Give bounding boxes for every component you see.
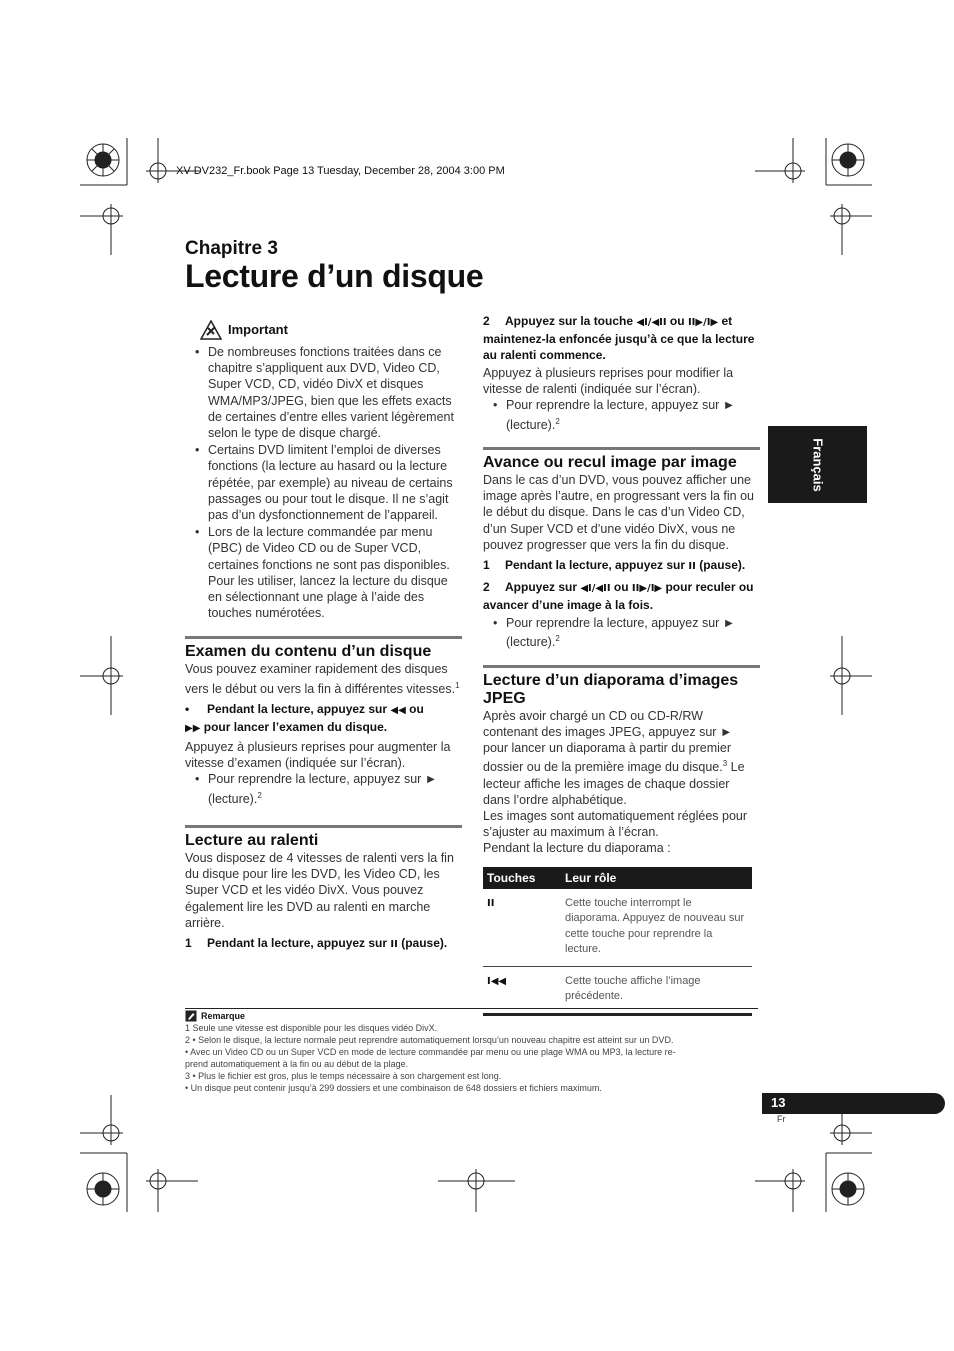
avance-step-1: 1 Pendant la lecture, appuyez sur II (pause). — [483, 557, 746, 572]
note-icon — [185, 1010, 197, 1022]
section-heading-examen: Examen du contenu d’un disque — [185, 636, 462, 661]
table-cell: Cette touche affiche l’image précédente. — [561, 966, 752, 1014]
section-heading-diaporama: Lecture d’un diaporama d’images JPEG — [483, 665, 760, 708]
rewind-icon: ◀◀ — [390, 705, 406, 717]
ralenti-step-1: 1 Pendant la lecture, appuyez sur II (pause). — [185, 936, 448, 950]
remark-line: 2 • Selon le disque, la lecture normale peut reprendre automatiquement lorsqu’un nouveau chapitre est atteint sur un DVD. — [185, 1035, 674, 1045]
examen-list — [185, 771, 462, 807]
chapter-label: Chapitre 3 — [185, 238, 278, 259]
list-item: • Pour reprendre la lecture, appuyez sur ► (lecture).$^2$ — [483, 397, 760, 433]
table-header: Touches — [483, 867, 561, 889]
page-number: 13 — [771, 1095, 786, 1110]
right-column — [483, 313, 760, 1016]
left-column — [185, 320, 462, 955]
list-item: • Certains DVD limitent l’emploi de diverses fonctions (la lecture au hasard ou la lecture répétée, par exemple) au niveau de certains passages ou pour tout le disque. Il ne s’agit pas d’un dysfonctionnement de l’appareil. — [185, 442, 462, 523]
pause-icon: II — [390, 939, 398, 950]
list-item: • Lors de la lecture commandée par menu (PBC) de Video CD ou de Super VCD, certaines fonctions ne sont pas disponibles. Pour les utiliser, lancez la lecture du disque en sélectionnant une plage à l’aide des touches numérotées. — [185, 524, 462, 621]
section-heading-ralenti: Lecture au ralenti — [185, 825, 462, 850]
step-forward-icon: II▶/I▶ — [687, 317, 719, 328]
examen-intro: Vous pouvez examiner rapidement des disques vers le début ou vers la fin à différentes vitesses.$^1$ — [185, 662, 460, 696]
table-header: Leur rôle — [561, 867, 752, 889]
pause-icon: II — [688, 560, 696, 572]
remark-line: prend automatiquement à la fin ou au début de la plage. — [185, 1059, 409, 1069]
table-header-row — [483, 867, 752, 889]
step-forward-icon: II▶/I▶ — [631, 582, 663, 594]
page-number-bar — [762, 1093, 945, 1114]
language-tab-label: Français — [810, 437, 825, 492]
avance-step-2: 2 Appuyez sur ◀I/◀II ou II▶/I▶ pour reculer ou avancer d’une image à la fois. — [483, 579, 754, 612]
list-item: • Pour reprendre la lecture, appuyez sur ► (lecture).$^2$ — [483, 615, 760, 651]
remark-line: 3 • Plus le fichier est gros, plus le temps nécessaire à son chargement est long. — [185, 1071, 502, 1081]
book-header-line: XV-DV232_Fr.book Page 13 Tuesday, December 28, 2004 3:00 PM — [176, 165, 505, 177]
list-item: • De nombreuses fonctions traitées dans ce chapitre s’appliquent aux DVD, Video CD, Super VCD, CD, vidéo DivX et disques WMA/MP3/JPEG, bien que les effets exacts de certaines d’entre elles varient légèrement selon le type de disque chargé. — [185, 344, 462, 441]
diaporama-p1: Après avoir chargé un CD ou CD-R/RW contenant des images JPEG, appuyez sur ► pour lancer un diaporama à partir du premier dossier ou de la première image du disque.$^3$ Le lecteur affiche les images de chaque dossier dans l’ordre alphabétique. — [483, 708, 745, 807]
remark-block — [185, 1010, 760, 1094]
remark-line: • Avec un Video CD ou un Super VCD en mode de lecture commandée par menu ou une plage WMA ou MP3, la lecture re- — [185, 1047, 676, 1057]
list-item: • Pour reprendre la lecture, appuyez sur ► (lecture).$^2$ — [185, 771, 462, 807]
warning-icon — [200, 320, 222, 340]
examen-text: Appuyez à plusieurs reprises pour augmenter la vitesse d’examen (indiquée sur l’écran). — [185, 740, 451, 771]
avance-intro: Dans le cas d’un DVD, vous pouvez afficher une image après l’autre, en progressant vers la fin ou le début du disque. Dans le cas d’un Video CD, d’un Super VCD et d’une vidéo DivX, vous ne pouvez progresser que vers la fin du disque. — [483, 472, 754, 552]
page-language-code: Fr — [777, 1114, 786, 1124]
step-back-icon: ◀I/◀II — [580, 582, 611, 594]
remark-line: • Un disque peut contenir jusqu’à 299 dossiers et une combinaison de 648 dossiers et fichiers maximum. — [185, 1083, 602, 1093]
important-heading — [200, 320, 462, 340]
remark-heading: Remarque — [185, 1010, 760, 1022]
diaporama-p3: Pendant la lecture du diaporama : — [483, 841, 671, 856]
section-heading-avance: Avance ou recul image par image — [483, 447, 760, 472]
table-cell: Cette touche interrompt le diaporama. Appuyez de nouveau sur cette touche pour reprendre la lecture. — [561, 889, 752, 967]
examen-step: • Pendant la lecture, appuyez sur ◀◀ ou ▶▶ pour lancer l’examen du disque. — [185, 702, 424, 735]
pause-icon: II — [483, 889, 561, 967]
remark-line: 1 Seule une vitesse est disponible pour les disques vidéo DivX. — [185, 1023, 438, 1033]
important-list — [185, 344, 462, 621]
previous-icon: I◀◀ — [483, 966, 561, 1014]
ralenti-step-2: 2 Appuyez sur la touche ◀I/◀II ou II▶/I▶ et maintenez-la enfoncée jusqu’à ce que la lecture au ralenti commence. — [483, 314, 755, 362]
ralenti-text: Appuyez à plusieurs reprises pour modifier la vitesse de ralenti (indiquée sur l’écran). — [483, 366, 734, 397]
remark-divider — [185, 1008, 758, 1009]
important-label: Important — [228, 321, 288, 337]
diaporama-p2: Les images sont automatiquement réglées pour s’ajuster au maximum à l’écran. — [483, 808, 748, 840]
page-title: Lecture d’un disque — [185, 258, 484, 294]
keys-table — [483, 867, 752, 1016]
language-tab — [768, 426, 867, 503]
fast-forward-icon: ▶▶ — [185, 723, 201, 735]
avance-list — [483, 615, 760, 651]
ralenti-intro: Vous disposez de 4 vitesses de ralenti vers la fin du disque pour lire les DVD, les Video CD, les Super VCD et les vidéo DivX. Vous pouvez également lire les DVD au ralenti en marche arrière. — [185, 850, 454, 930]
step-back-icon: ◀I/◀II — [636, 317, 667, 328]
ralenti-list — [483, 397, 760, 433]
table-row — [483, 889, 752, 967]
